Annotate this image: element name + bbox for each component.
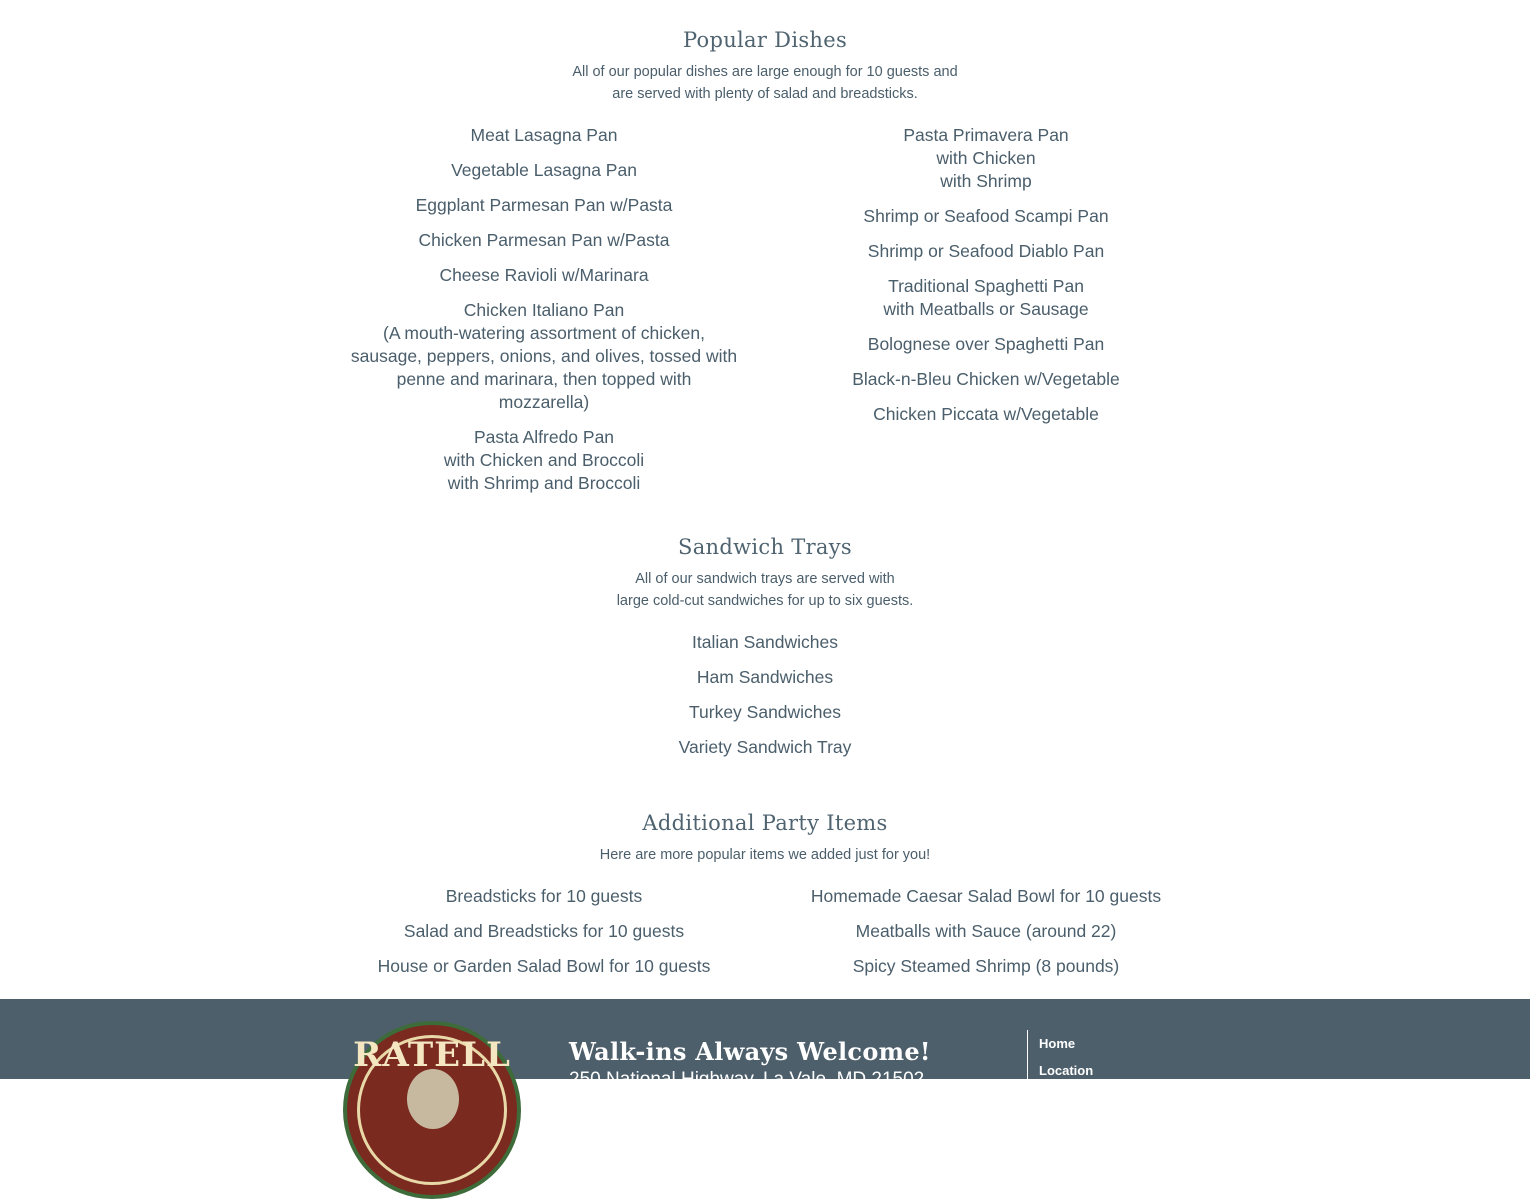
menu-item-name: Pasta Alfredo Pan <box>473 427 615 447</box>
popular-dishes-section <box>0 27 1530 507</box>
menu-item-detail: with Chicken and Broccoli <box>443 450 645 470</box>
menu-item <box>344 159 744 182</box>
popular-dishes-header <box>0 27 1530 105</box>
menu-item-name: Variety Sandwich Tray <box>678 737 852 757</box>
menu-item <box>565 666 965 689</box>
logo-text: RATELL <box>353 1035 511 1075</box>
popular-dishes-subtitle <box>0 61 1530 105</box>
menu-item-name: Spicy Steamed Shrimp (8 pounds) <box>852 956 1120 976</box>
menu-item-name: Shrimp or Seafood Scampi Pan <box>863 206 1109 226</box>
site-footer <box>0 999 1530 1090</box>
logo-emblem <box>407 1069 459 1129</box>
popular-dishes-right-column <box>786 124 1186 438</box>
menu-item <box>344 229 744 252</box>
menu-item <box>344 194 744 217</box>
restaurant-address: 250 National Highway, La Vale, MD 21502 <box>569 1069 925 1090</box>
menu-item-name: Cheese Ravioli w/Marinara <box>439 265 649 285</box>
additional-items-right-column <box>786 885 1186 990</box>
additional-party-items-subtitle: Here are more popular items we added just for you! <box>599 847 931 863</box>
popular-dishes-subtitle-line: All of our popular dishes are large enough for 10 guests and <box>572 64 958 80</box>
sandwich-trays-subtitle-line: large cold-cut sandwiches for up to six guests. <box>616 593 914 609</box>
menu-item-detail: mozzarella) <box>498 392 590 412</box>
menu-item-detail: (A mouth-watering assortment of chicken, <box>383 323 705 343</box>
menu-item <box>786 955 1186 978</box>
menu-item <box>565 631 965 654</box>
menu-item-name: Homemade Caesar Salad Bowl for 10 guests <box>810 886 1162 906</box>
menu-item-name: Chicken Italiano Pan <box>463 300 625 320</box>
menu-item-detail: sausage, peppers, onions, and olives, tossed with <box>350 346 738 366</box>
menu-item-name: Meat Lasagna Pan <box>470 125 618 145</box>
menu-item <box>344 264 744 287</box>
sandwich-trays-section <box>0 534 1530 774</box>
menu-item <box>786 403 1186 426</box>
menu-item-detail: with Chicken <box>936 148 1036 168</box>
footer-nav-home[interactable]: Home <box>1039 1036 1076 1051</box>
menu-item-detail: penne and marinara, then topped with <box>396 369 692 389</box>
popular-dishes-subtitle-line: are served with plenty of salad and breadsticks. <box>612 86 918 102</box>
menu-item <box>786 368 1186 391</box>
menu-item <box>786 920 1186 943</box>
menu-item-name: Eggplant Parmesan Pan w/Pasta <box>415 195 673 215</box>
menu-item <box>786 240 1186 263</box>
menu-item-detail: with Shrimp <box>940 171 1032 191</box>
fratelli-logo[interactable] <box>343 1021 521 1199</box>
menu-item <box>344 955 744 978</box>
menu-item <box>565 701 965 724</box>
additional-party-items-title: Additional Party Items <box>642 811 888 835</box>
menu-item-name: Chicken Piccata w/Vegetable <box>873 404 1099 424</box>
menu-item-name: Shrimp or Seafood Diablo Pan <box>867 241 1105 261</box>
menu-item <box>786 333 1186 356</box>
menu-item <box>344 920 744 943</box>
footer-nav-location[interactable]: Location <box>1039 1063 1094 1078</box>
menu-item-name: Chicken Parmesan Pan w/Pasta <box>418 230 670 250</box>
menu-item <box>344 124 744 147</box>
menu-item-name: Pasta Primavera Pan <box>903 125 1069 145</box>
menu-item-name: Vegetable Lasagna Pan <box>451 160 637 180</box>
menu-item-name: Ham Sandwiches <box>696 667 834 687</box>
menu-item-name: Breadsticks for 10 guests <box>445 886 643 906</box>
popular-dishes-left-column <box>344 124 744 507</box>
menu-item <box>344 885 744 908</box>
menu-item <box>565 736 965 759</box>
menu-item-name: Black-n-Bleu Chicken w/Vegetable <box>852 369 1120 389</box>
sandwich-trays-subtitle-line: All of our sandwich trays are served with <box>635 571 895 587</box>
menu-item <box>344 426 744 495</box>
menu-item-name: Italian Sandwiches <box>692 632 838 652</box>
popular-dishes-title: Popular Dishes <box>682 28 848 52</box>
menu-item-name: Meatballs with Sauce (around 22) <box>855 921 1117 941</box>
sandwich-trays-subtitle <box>0 568 1530 612</box>
menu-item-name: Salad and Breadsticks for 10 guests <box>403 921 685 941</box>
sandwich-trays-list <box>565 631 965 771</box>
menu-item <box>786 205 1186 228</box>
additional-items-left-column <box>344 885 744 990</box>
menu-item-name: Bolognese over Spaghetti Pan <box>867 334 1105 354</box>
menu-item <box>786 124 1186 193</box>
menu-item-detail: with Shrimp and Broccoli <box>447 473 641 493</box>
menu-item <box>786 885 1186 908</box>
menu-item <box>344 299 744 414</box>
walk-ins-heading: Walk-ins Always Welcome! <box>569 1037 931 1066</box>
sandwich-trays-title: Sandwich Trays <box>678 535 852 559</box>
menu-item <box>786 275 1186 321</box>
menu-item-name: Traditional Spaghetti Pan <box>888 276 1084 296</box>
footer-nav <box>1027 1030 1093 1090</box>
additional-party-items-section <box>0 810 1530 990</box>
menu-item-name: House or Garden Salad Bowl for 10 guests <box>377 956 711 976</box>
menu-item-name: Turkey Sandwiches <box>688 702 842 722</box>
menu-item-detail: with Meatballs or Sausage <box>883 299 1089 319</box>
